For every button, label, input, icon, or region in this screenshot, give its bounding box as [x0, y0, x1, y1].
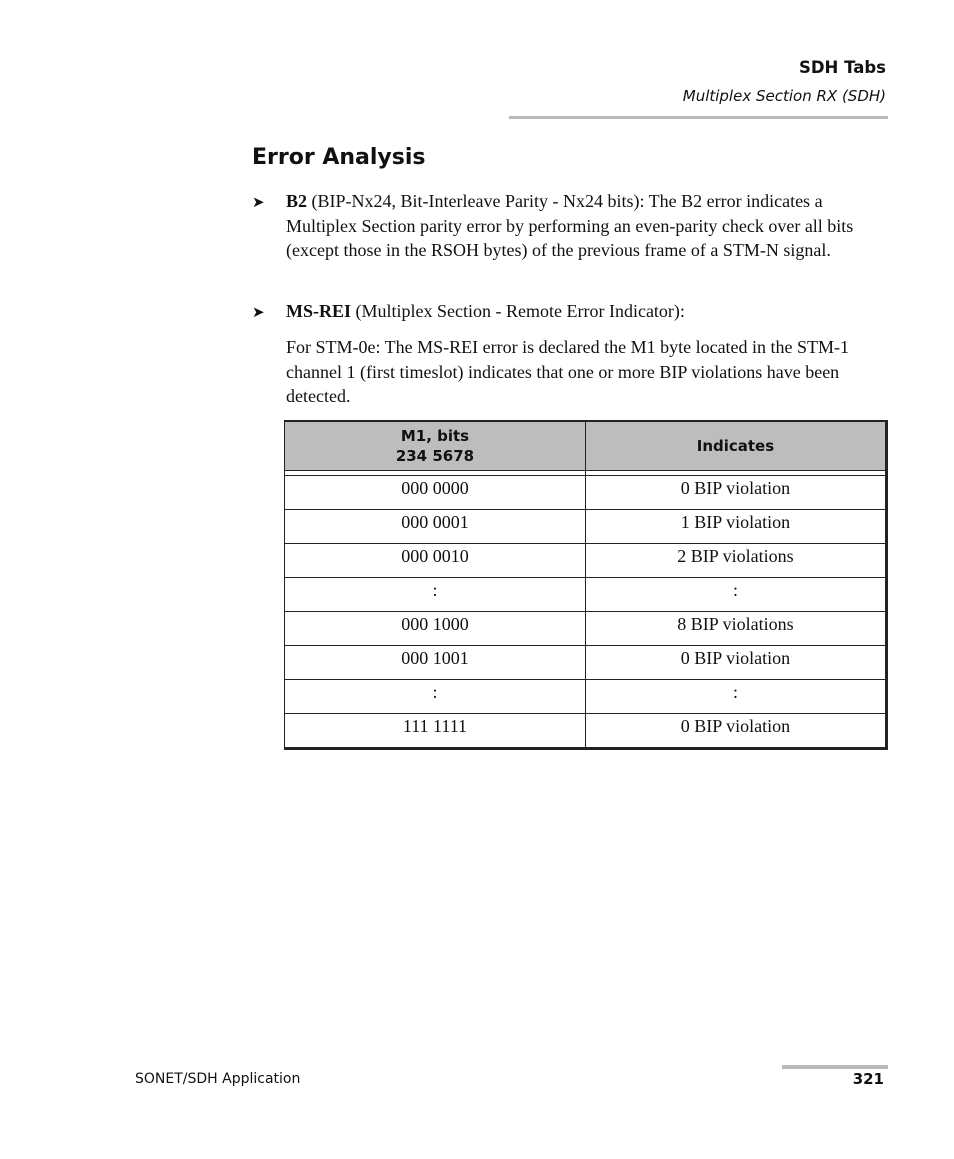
footer-doc-title: SONET/SDH Application — [135, 1071, 301, 1087]
page-number: 321 — [852, 1070, 884, 1088]
table-row — [285, 544, 887, 578]
cell-m1-bits: 000 0000 — [285, 476, 586, 510]
cell-indicates: 0 BIP violation — [585, 476, 886, 510]
table-row — [285, 612, 887, 646]
b2-paragraph — [286, 189, 886, 263]
cell-m1-bits: 000 1001 — [285, 646, 586, 680]
cell-indicates: 1 BIP violation — [585, 510, 886, 544]
bullet-arrow-icon: ➤ — [252, 305, 265, 321]
bullet-arrow-icon: ➤ — [252, 195, 265, 211]
running-header-subtitle: Multiplex Section RX (SDH) — [682, 87, 886, 105]
cell-m1-bits: 000 1000 — [285, 612, 586, 646]
cell-m1-bits: 000 0010 — [285, 544, 586, 578]
msrei-detail-paragraph: For STM-0e: The MS-REI error is declared the M1 byte located in the STM-1 channel 1 (first timeslot) indicates that one or more BIP violations have been detected. — [286, 337, 850, 406]
footer-rule — [782, 1065, 888, 1069]
running-header-title: SDH Tabs — [798, 58, 886, 77]
cell-indicates: : — [585, 680, 886, 714]
cell-indicates: : — [585, 578, 886, 612]
table-row — [285, 714, 887, 749]
b2-term: B2 — [286, 191, 308, 211]
cell-indicates: 0 BIP violation — [585, 646, 886, 680]
b2-text: (BIP-Nx24, Bit-Interleave Parity - Nx24 bits): The B2 error indicates a Multiplex Section parity error by performing an even-parity check over all bits (except those in the RSOH bytes) of the previous frame of a STM-N signal. — [286, 191, 854, 260]
col-header-m1-bits: M1, bits 234 5678 — [285, 421, 586, 471]
m1-bits-table — [284, 420, 888, 750]
cell-indicates: 2 BIP violations — [585, 544, 886, 578]
table-row — [285, 510, 887, 544]
cell-m1-bits: : — [285, 680, 586, 714]
cell-m1-bits: 111 1111 — [285, 714, 586, 749]
msrei-term: MS-REI — [286, 301, 352, 321]
msrei-text: (Multiplex Section - Remote Error Indicator): — [351, 301, 685, 321]
cell-indicates: 8 BIP violations — [585, 612, 886, 646]
table-row — [285, 578, 887, 612]
table-header-row — [285, 421, 887, 471]
table-row — [285, 680, 887, 714]
header-rule — [509, 116, 888, 119]
table-row — [285, 476, 887, 510]
msrei-paragraph — [286, 299, 886, 324]
cell-m1-bits: : — [285, 578, 586, 612]
col-header-indicates: Indicates — [585, 421, 886, 471]
cell-indicates: 0 BIP violation — [585, 714, 886, 749]
cell-m1-bits: 000 0001 — [285, 510, 586, 544]
table-row — [285, 646, 887, 680]
section-heading: Error Analysis — [252, 145, 426, 170]
